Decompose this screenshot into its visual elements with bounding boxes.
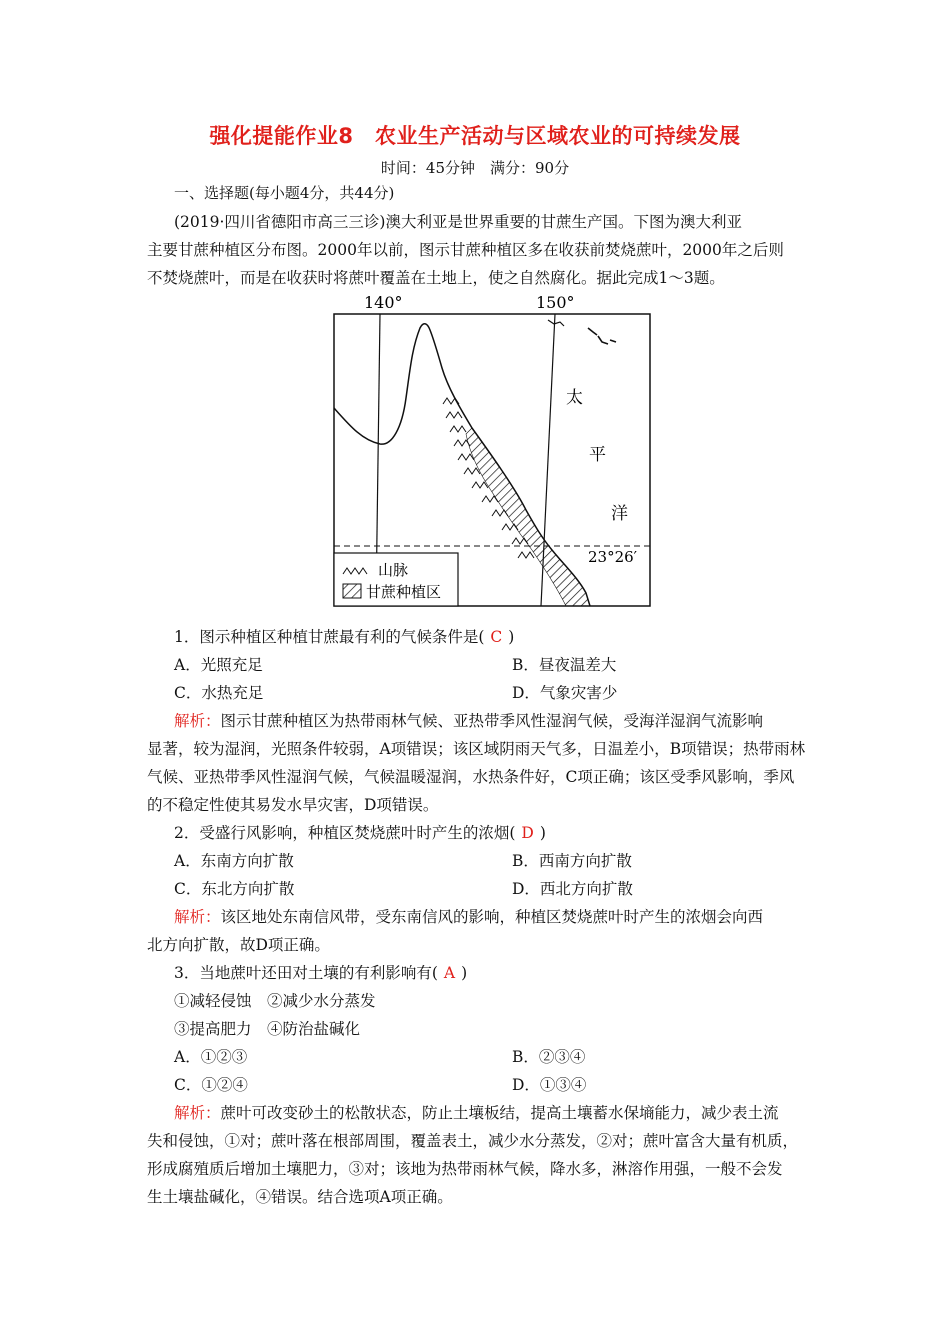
option: B．西南方向扩散 <box>512 852 632 870</box>
option: B．昼夜温差大 <box>512 656 617 674</box>
question-stem: 2．受盛行风影响，种植区焚烧蔗叶时产生的浓烟( <box>174 824 516 842</box>
option: C．①②④ <box>174 1076 248 1094</box>
analysis-line <box>174 1102 779 1124</box>
analysis-line: 失和侵蚀，①对；蔗叶落在根部周围，覆盖表土，减少水分蒸发，②对；蔗叶富含大量有机质， <box>147 1132 799 1150</box>
answer-mark: A <box>443 964 456 982</box>
answer-mark: D <box>521 824 534 842</box>
option: A．光照充足 <box>174 656 263 674</box>
question-stem-end: ) <box>539 824 546 842</box>
option: C．水热充足 <box>174 684 264 702</box>
option: D．气象灾害少 <box>512 684 618 702</box>
question-1 <box>174 626 514 648</box>
answer-mark: C <box>490 628 503 646</box>
legend-mountain-label: 山脉 <box>378 561 409 579</box>
island <box>598 336 608 344</box>
page-title: 强化提能作业8 农业生产活动与区域农业的可持续发展 <box>209 124 741 148</box>
sugarcane-area <box>466 428 590 606</box>
statement-line: ①减轻侵蚀 ②减少水分蒸发 <box>174 992 376 1010</box>
sugarcane-map <box>330 288 660 613</box>
option: A．①②③ <box>174 1048 248 1066</box>
analysis-line: 生土壤盐碱化，④错误。结合选项A项正确。 <box>147 1188 453 1206</box>
analysis-line: 北方向扩散，故D项正确。 <box>147 936 330 954</box>
analysis-label: 解析： <box>174 712 221 730</box>
analysis-text: 该区地处东南信风带，受东南信风的影响，种植区焚烧蔗叶时产生的浓烟会向西 <box>220 908 764 926</box>
ocean-label-char: 洋 <box>611 504 628 524</box>
analysis-line <box>174 906 763 928</box>
intro-line: 主要甘蔗种植区分布图。2000年以前，图示甘蔗种植区多在收获前焚烧蔗叶，2000年之后则 <box>147 241 784 259</box>
question-stem-end: ) <box>461 964 468 982</box>
ocean-label-char: 平 <box>589 445 606 465</box>
analysis-line: 气候、亚热带季风性湿润气候，气候温暖湿润，水热条件好，C项正确；该区受季风影响，季风 <box>147 768 795 786</box>
analysis-line <box>174 710 763 732</box>
ocean-label-char: 太 <box>566 388 583 408</box>
island <box>610 340 616 342</box>
analysis-label: 解析： <box>174 908 221 926</box>
analysis-text: 图示甘蔗种植区为热带雨林气候、亚热带季风性湿润气候，受海洋湿润气流影响 <box>220 712 764 730</box>
analysis-text: 蔗叶可改变砂土的松散状态，防止土壤板结，提高土壤蓄水保墒能力，减少表土流 <box>220 1104 779 1122</box>
tropic-label: 23°26′ <box>588 548 638 566</box>
section-heading: 一、选择题(每小题4分，共44分) <box>174 184 395 202</box>
analysis-label: 解析： <box>174 1104 221 1122</box>
question-2 <box>174 822 546 844</box>
longitude-label-140: 140° <box>364 293 403 312</box>
longitude-label-150: 150° <box>536 293 575 312</box>
statement-line: ③提高肥力 ④防治盐碱化 <box>174 1020 361 1038</box>
option: C．东北方向扩散 <box>174 880 295 898</box>
analysis-line: 显著，较为湿润，光照条件较弱，A项错误；该区域阴雨天气多，日温差小，B项错误；热带雨林 <box>147 740 806 758</box>
legend-sugarcane-label: 甘蔗种植区 <box>366 583 442 601</box>
question-stem: 1．图示种植区种植甘蔗最有利的气候条件是( <box>174 628 485 646</box>
intro-line: (2019·四川省德阳市高三三诊)澳大利亚是世界重要的甘蔗生产国。下图为澳大利亚 <box>174 213 742 231</box>
question-stem: 3．当地蔗叶还田对土壤的有利影响有( <box>174 964 438 982</box>
analysis-line: 形成腐殖质后增加土壤肥力，③对；该地为热带雨林气候，降水多，淋溶作用强，一般不会发 <box>147 1160 783 1178</box>
question-3 <box>174 962 467 984</box>
island <box>548 320 564 326</box>
island <box>588 328 597 335</box>
question-stem-end: ) <box>508 628 515 646</box>
analysis-line: 的不稳定性使其易发水旱灾害，D项错误。 <box>147 796 439 814</box>
option: D．①③④ <box>512 1076 587 1094</box>
sugarcane-legend-icon <box>343 584 361 598</box>
intro-line: 不焚烧蔗叶，而是在收获时将蔗叶覆盖在土地上，使之自然腐化。据此完成1～3题。 <box>147 269 725 287</box>
time-score-info: 时间：45分钟 满分：90分 <box>380 159 570 177</box>
option: A．东南方向扩散 <box>174 852 294 870</box>
option: D．西北方向扩散 <box>512 880 633 898</box>
option: B．②③④ <box>512 1048 586 1066</box>
